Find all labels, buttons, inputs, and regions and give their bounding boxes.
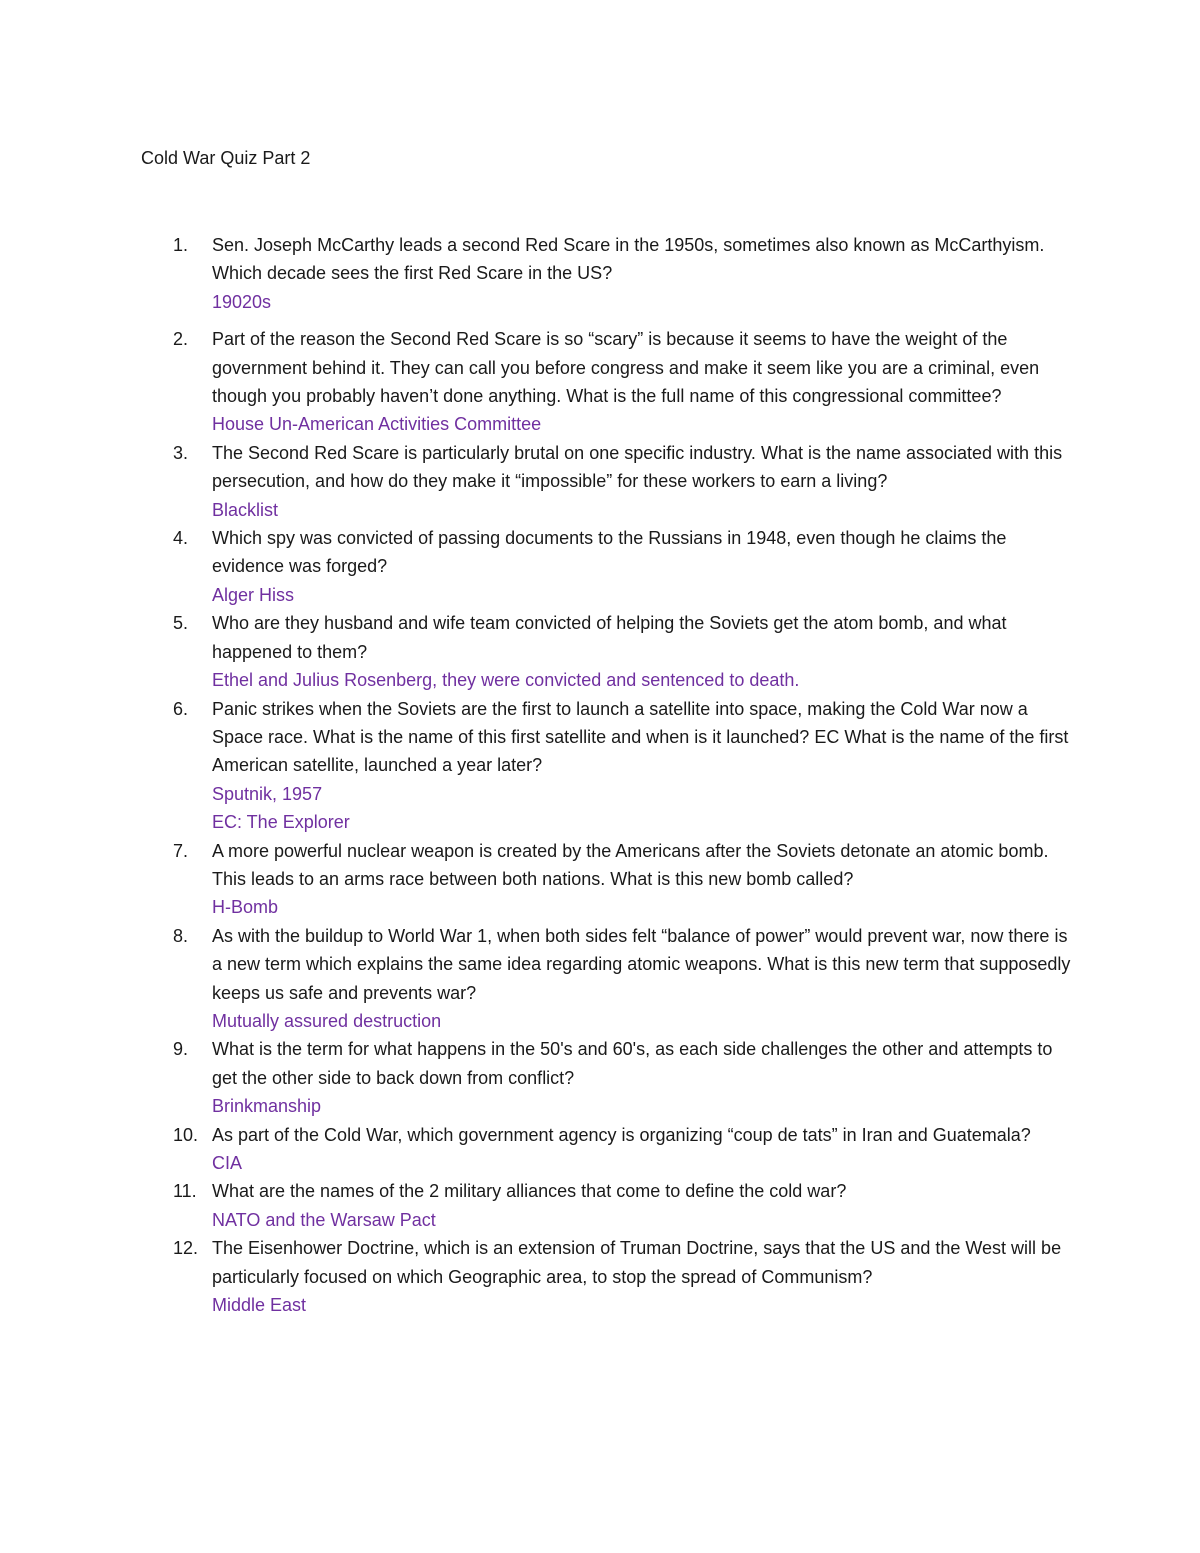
question-number: 8.: [173, 925, 189, 946]
answer-text: Brinkmanship: [212, 1096, 322, 1117]
question-item: [141, 695, 1071, 837]
question-item: [141, 1177, 1071, 1234]
question-item: [141, 439, 1071, 524]
question-text: Who are they husband and wife team convicted of helping the Soviets get the atom bomb, and what happened to them?: [212, 613, 1007, 662]
question-text: As part of the Cold War, which government agency is organizing “coup de tats” in Iran and Guatemala?: [212, 1124, 1031, 1145]
question-number: 2.: [173, 329, 189, 350]
question-text: The Eisenhower Doctrine, which is an extension of Truman Doctrine, says that the US and the West will be particularly focused on which Geographic area, to stop the spread of Communism?: [212, 1238, 1062, 1287]
answer-text: CIA: [212, 1153, 243, 1173]
question-text: What is the term for what happens in the 50's and 60's, as each side challenges the other and attempts to get the other side to back down from conflict?: [212, 1039, 1053, 1088]
answer-text: Ethel and Julius Rosenberg, they were convicted and sentenced to death.: [212, 670, 800, 691]
answer-text: Middle East: [212, 1295, 307, 1316]
answer-text: Alger Hiss: [212, 584, 295, 605]
question-number: 6.: [173, 698, 189, 719]
question-text: Panic strikes when the Soviets are the first to launch a satellite into space, making the Cold War now a Space race. What is the name of this first satellite and when is it launched? EC What is the name of the first American satellite, launched a year later?: [212, 698, 1069, 776]
question-item: [141, 325, 1071, 439]
question-number: 11.: [173, 1181, 197, 1202]
question-text: Sen. Joseph McCarthy leads a second Red Scare in the 1950s, sometimes also known as McCarthyism. Which decade sees the first Red Scare in the US?: [212, 235, 1045, 284]
question-number: 1.: [173, 235, 189, 255]
answer-text: Sputnik, 1957: [212, 783, 323, 804]
question-number: 9.: [173, 1039, 189, 1060]
extra-credit-answer-text: EC: The Explorer: [212, 812, 350, 833]
question-item: [141, 922, 1071, 1036]
question-item: [141, 609, 1071, 694]
question-item: [141, 524, 1071, 609]
question-text: Part of the reason the Second Red Scare is so “scary” is because it seems to have the weight of the government behind it. They can call you before congress and make it seem like you are a criminal, even though you probably haven’t done anything. What is the full name of this congressional committee?: [212, 329, 1040, 407]
answer-text: Blacklist: [212, 499, 279, 520]
question-number: 4.: [173, 528, 189, 549]
answer-text: 19020s: [212, 291, 272, 312]
question-number: 10.: [173, 1124, 199, 1145]
question-item: [141, 231, 1071, 316]
document-title: Cold War Quiz Part 2: [141, 148, 311, 168]
question-text: A more powerful nuclear weapon is created by the Americans after the Soviets detonate an atomic bomb. This leads to an arms race between both nations. What is this new bomb called?: [212, 840, 1049, 889]
question-list: [141, 231, 1071, 1319]
answer-text: NATO and the Warsaw Pact: [212, 1209, 436, 1230]
question-number: 12.: [173, 1238, 199, 1259]
question-item: [141, 1234, 1071, 1319]
question-text: Which spy was convicted of passing documents to the Russians in 1948, even though he claims the evidence was forged?: [212, 528, 1007, 577]
question-text: As with the buildup to World War 1, when both sides felt “balance of power” would prevent war, now there is a new term which explains the same idea regarding atomic weapons. What is this new term that supposedly keeps us safe and prevents war?: [212, 925, 1071, 1003]
question-item: [141, 1121, 1071, 1178]
answer-text: Mutually assured destruction: [212, 1010, 442, 1031]
question-number: 7.: [173, 840, 189, 861]
question-item: [141, 1035, 1071, 1120]
question-number: 5.: [173, 613, 189, 634]
question-item: [141, 837, 1071, 922]
question-number: 3.: [173, 442, 189, 463]
answer-text: H-Bomb: [212, 897, 279, 918]
question-text: What are the names of the 2 military alliances that come to define the cold war?: [212, 1181, 847, 1202]
question-text: The Second Red Scare is particularly brutal on one specific industry. What is the name associated with this persecution, and how do they make it “impossible” for these workers to earn a living?: [212, 442, 1063, 492]
answer-text: House Un-American Activities Committee: [212, 414, 542, 435]
